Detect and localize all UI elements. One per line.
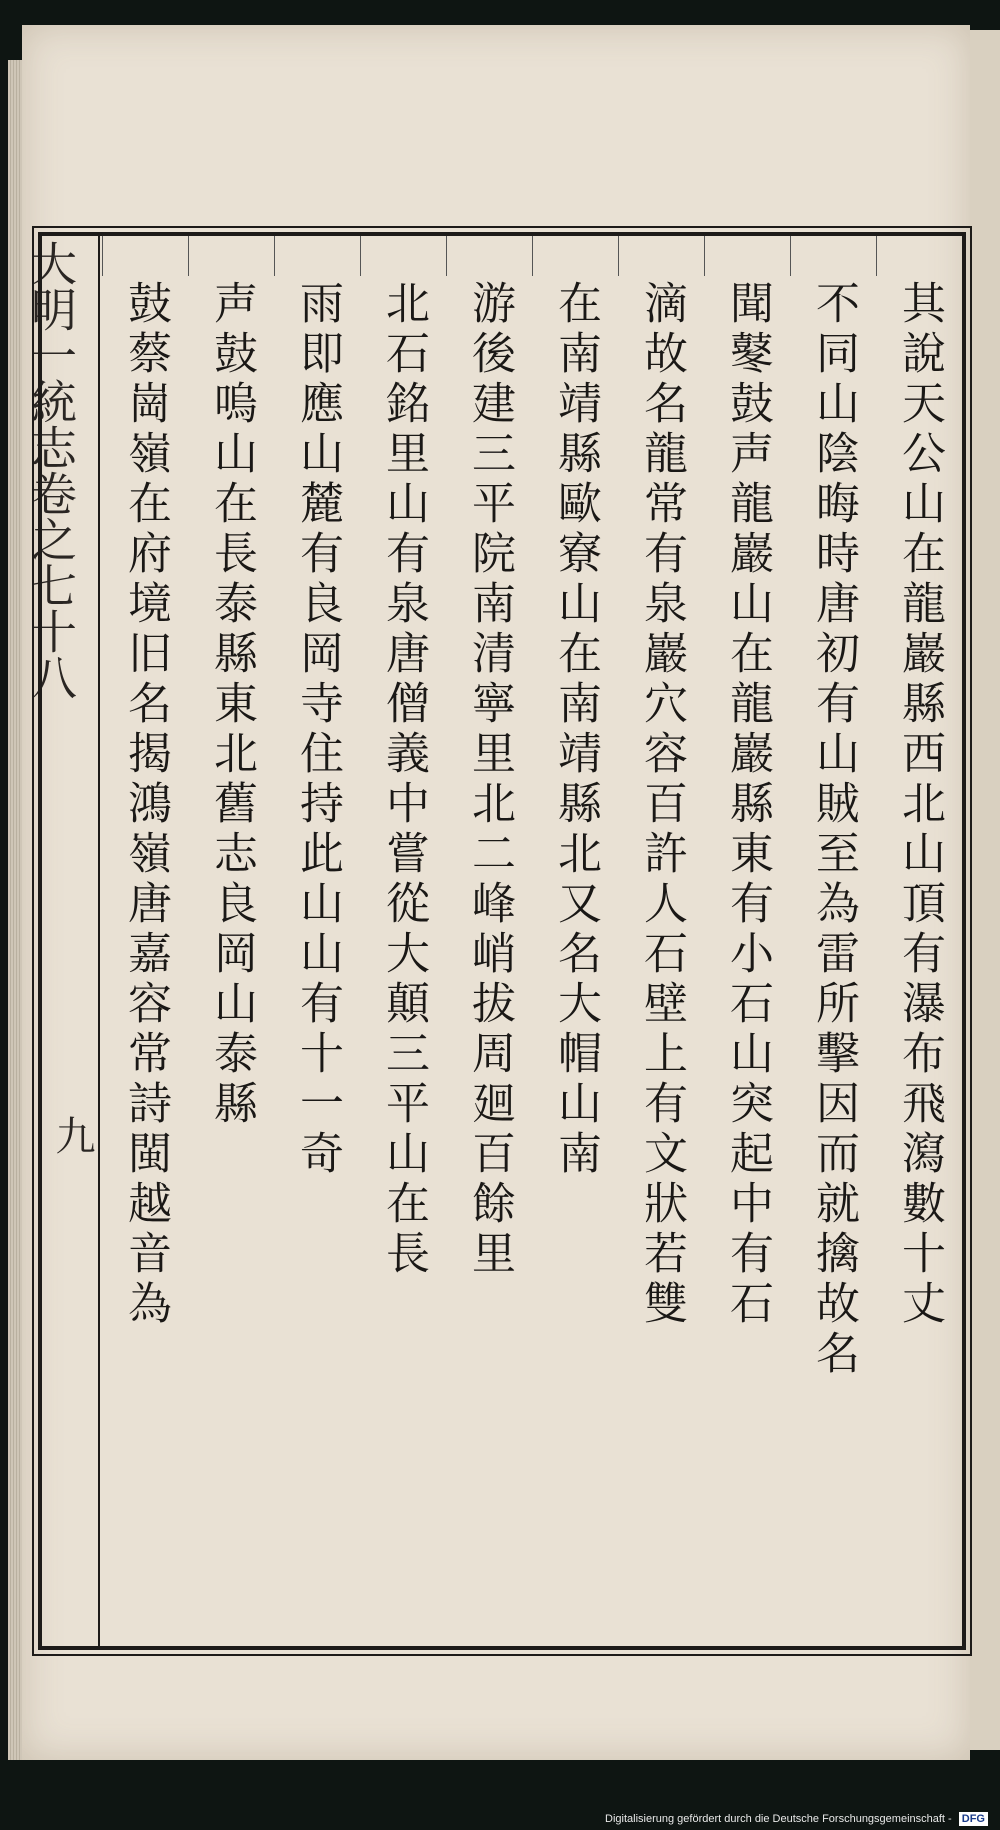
text-column: 北石銘里山有泉唐僧義中嘗從大顛三平山在長 <box>360 236 446 1646</box>
text-column: 鼓蔡崗嶺在府境旧名揭鴻嶺唐嘉容常詩閩越音為 <box>102 236 188 1646</box>
text-column: 声鼓嗚山在長泰縣東北舊志良岡山泰縣 <box>188 236 274 1646</box>
text-column: 滴故名龍常有泉巖穴容百許人石壁上有文狀若雙 <box>618 236 704 1646</box>
text-column: 聞鼕鼓声龍巖山在龍巖縣東有小石山突起中有石 <box>704 236 790 1646</box>
text-column: 其說天公山在龍巖縣西北山頂有瀑布飛瀉數十丈 <box>876 236 962 1646</box>
text-columns <box>100 236 962 1646</box>
text-frame <box>24 232 966 1650</box>
text-column: 在南靖縣歐寮山在南靖縣北又名大帽山南 <box>532 236 618 1646</box>
header-title: 大明一統志卷之七十八 <box>24 240 78 700</box>
text-column: 游後建三平院南清寧里北二峰峭拔周廻百餘里 <box>446 236 532 1646</box>
dfg-logo: DFG <box>959 1812 988 1826</box>
facing-page-edge <box>968 30 1000 1750</box>
margin-column <box>24 236 100 1646</box>
digitization-footer <box>0 1808 1000 1830</box>
page-number: 九 <box>49 1115 95 1155</box>
text-column: 雨即應山麓有良岡寺住持此山山有十一奇 <box>274 236 360 1646</box>
text-column: 不同山陰晦時唐初有山賊至為雷所擊因而就擒故名 <box>790 236 876 1646</box>
footer-credit: Digitalisierung gefördert durch die Deutsche Forschungsgemeinschaft - <box>605 1813 952 1825</box>
